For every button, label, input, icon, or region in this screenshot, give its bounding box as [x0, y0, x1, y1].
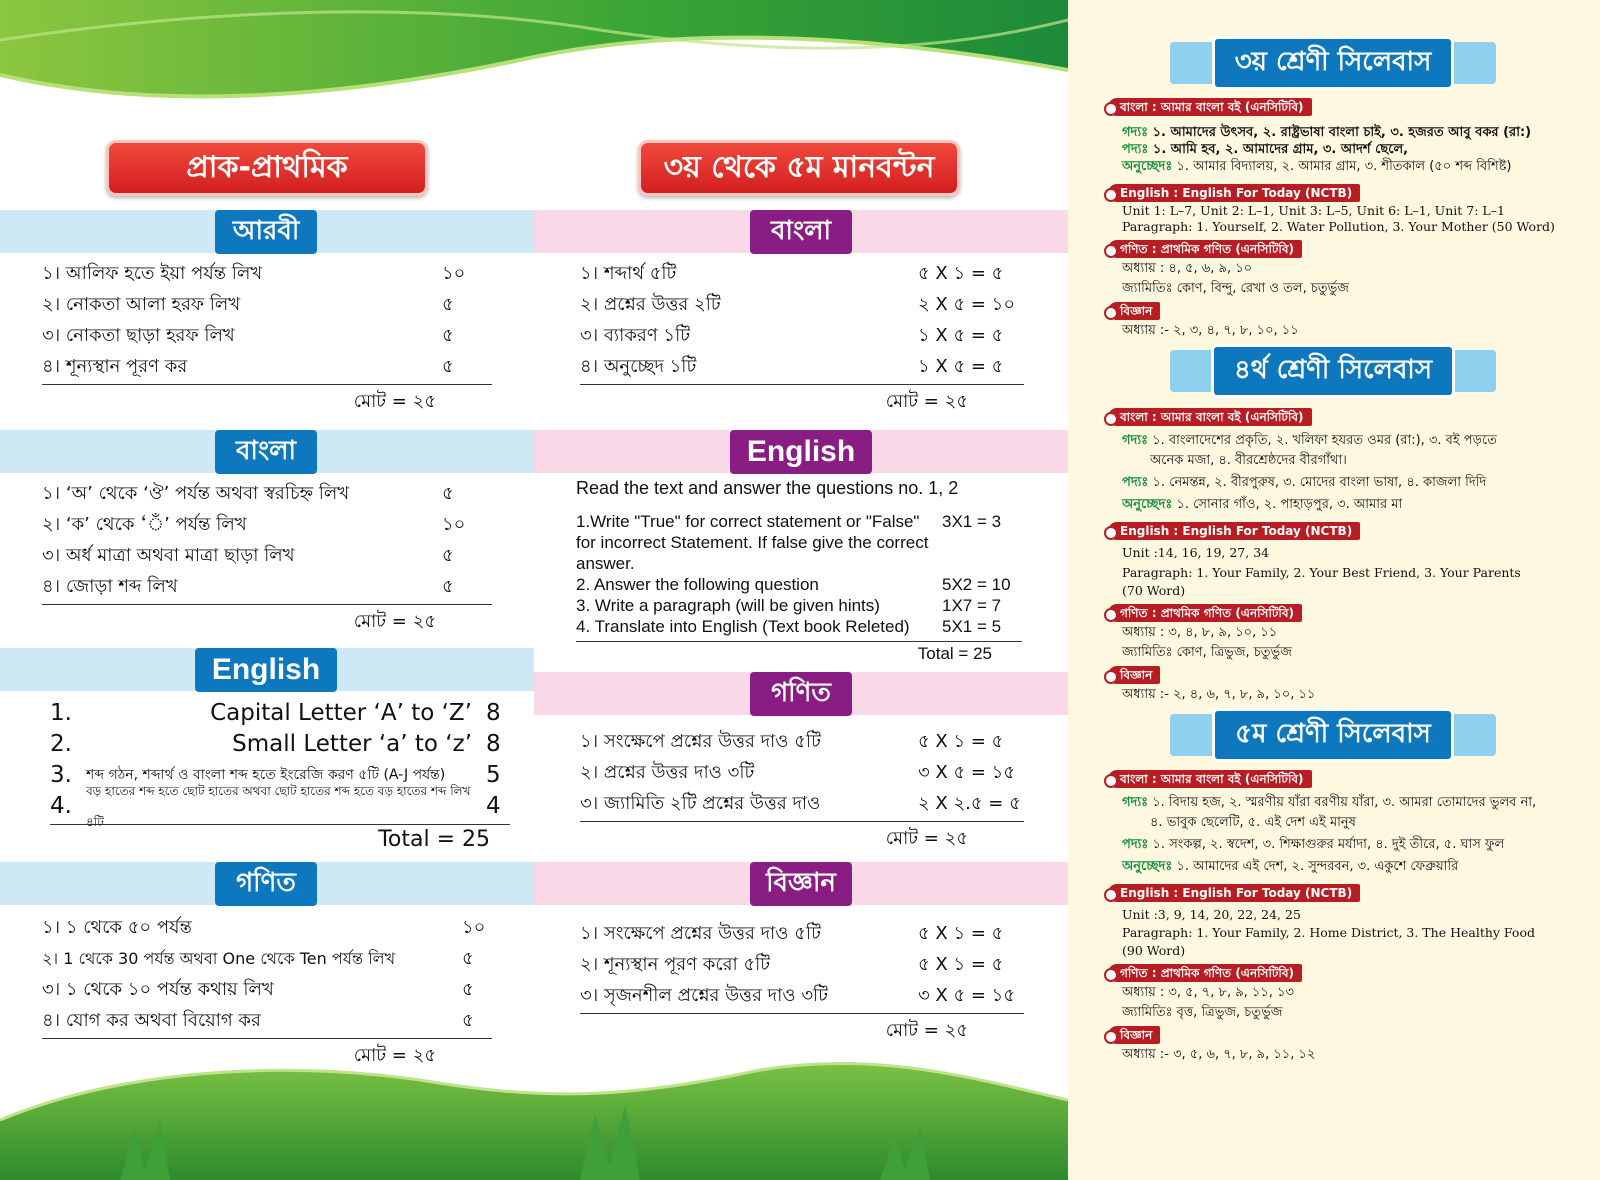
english-total: Total = 25 — [378, 827, 490, 852]
class4-gadya: গদ্যঃ ১. বাংলাদেশের প্রকৃতি, ২. খলিফা হযরত ওমর (রা:), ৩. বই পড়তে — [1122, 433, 1497, 448]
class4-english-paragraph: Paragraph: 1. Your Family, 2. Your Best Friend, 3. Your Parents — [1122, 565, 1521, 580]
english-rows — [50, 698, 510, 852]
mid-science-total: মোট = ২৫ — [885, 1020, 968, 1041]
list-item: 4. Translate into English (Text book Releted) 5X1 = 5 — [576, 617, 1002, 636]
class5-math-head: গণিত : প্রাথমিক গণিত (এনসিটিবি) — [1108, 964, 1302, 982]
mid-english-heading: English — [730, 430, 872, 474]
class4-bangla-head: বাংলা : আমার বাংলা বই (এনসিটিবি) — [1108, 408, 1312, 426]
divider — [580, 821, 1024, 822]
list-item: ৪। শূন্যস্থান পূরণ কর ৫ — [42, 356, 454, 377]
top-wave-decoration — [0, 0, 1068, 115]
class4-syllabus-title: ৪র্থ শ্রেণী সিলেবাস — [1170, 350, 1496, 392]
class3-english-units: Unit 1: L–7, Unit 2: L–1, Unit 3: L–5, Unit 6: L–1, Unit 7: L–1 — [1122, 203, 1505, 218]
class3-syllabus-title: ৩য় শ্রেণী সিলেবাস — [1170, 42, 1496, 84]
list-item: ৩। ব্যাকরণ ১টি ১ X ৫ = ৫ — [580, 325, 1004, 346]
class3-padya: পদ্যঃ ১. আমি হব, ২. আমাদের গ্রাম, ৩. আদর্শ ছেলে, — [1122, 142, 1409, 157]
class5-english-paragraph-cont: (90 Word) — [1122, 943, 1186, 958]
list-item: 2. Answer the following question 5X2 = 10 — [576, 575, 1011, 594]
divider — [42, 384, 492, 385]
list-item: ৪। জোড়া শব্দ লিখ ৫ — [42, 576, 454, 597]
class5-math-chapters: অধ্যায় : ৩, ৫, ৭, ৮, ৯, ১১, ১৩ — [1122, 985, 1294, 1000]
list-item: ৩। অর্ধ মাত্রা অথবা মাত্রা ছাড়া লিখ ৫ — [42, 545, 454, 566]
class5-anuchhed: অনুচ্ছেদঃ ১. আমাদের এই দেশ, ২. সুন্দরবন, ৩. একুশে ফেব্রুয়ারি — [1122, 859, 1459, 874]
mid-english-lead: Read the text and answer the questions no. 1, 2 — [576, 478, 959, 498]
class3-math-geometry: জ্যামিতিঃ কোণ, বিন্দু, রেখা ও তল, চতুর্ভুজ — [1122, 281, 1349, 296]
list-item: ১। ‘অ’ থেকে ‘ঔ’ পর্যন্ত অথবা স্বরচিহ্ন লিখ ৫ — [42, 483, 454, 504]
arabic-heading: আরবী — [215, 210, 317, 254]
class4-math-chapters: অধ্যায় : ৩, ৪, ৮, ৯, ১০, ১১ — [1122, 625, 1278, 640]
list-item: ২। প্রশ্নের উত্তর দাও ৩টি ৩ X ৫ = ১৫ — [580, 762, 1016, 783]
class3-math-head: গণিত : প্রাথমিক গণিত (এনসিটিবি) — [1108, 240, 1302, 258]
class4-english-units: Unit :14, 16, 19, 27, 34 — [1122, 545, 1270, 560]
mid-science-heading: বিজ্ঞান — [750, 862, 852, 906]
mid-bangla-heading: বাংলা — [750, 210, 852, 254]
math-heading: গণিত — [215, 862, 317, 906]
mid-math-total: মোট = ২৫ — [885, 828, 968, 849]
class4-gadya-cont: অনেক মজা, ৪. বীরশ্রেষ্ঠদের বীরগাঁথা। — [1150, 453, 1347, 468]
list-item: ২। শূন্যস্থান পূরণ করো ৫টি ৫ X ১ = ৫ — [580, 954, 1004, 975]
pre-primary-banner: প্রাক-প্রাথমিক — [106, 140, 428, 196]
list-item: ৪। অনুচ্ছেদ ১টি ১ X ৫ = ৫ — [580, 356, 1004, 377]
english-heading: English — [195, 648, 337, 692]
list-item: ২। 1 থেকে 30 পর্যন্ত অথবা One থেকে Ten পর্যন্ত লিখ ৫ — [42, 948, 474, 969]
class4-english-paragraph-cont: (70 Word) — [1122, 583, 1186, 598]
mid-math-heading: গণিত — [750, 672, 852, 716]
class3-bangla-head: বাংলা : আমার বাংলা বই (এনসিটিবি) — [1108, 98, 1312, 116]
divider — [42, 604, 492, 605]
mid-science-rows — [580, 918, 1024, 1047]
class4-science-head: বিজ্ঞান — [1108, 666, 1160, 684]
bangla-rows — [42, 478, 492, 638]
marks-distribution-banner: ৩য় থেকে ৫ম মানবন্টন — [638, 140, 960, 196]
class3-english-paragraph: Paragraph: 1. Yourself, 2. Water Pollution, 3. Your Mother (50 Word) — [1122, 219, 1555, 234]
class4-science-chapters: অধ্যায় :- ২, ৪, ৬, ৭, ৮, ৯, ১০, ১১ — [1122, 687, 1316, 702]
list-item: 1.Write "True" for correct statement or "False" for incorrect Statement. If false give the correct answer. 3X1 = 3 — [576, 512, 1002, 573]
list-item: 4. বড় হাতের শব্দ হতে ছোট হাতের অথবা ছোট হাতের শব্দ হতে বড় হাতের শব্দ লিখ ৪টি 4 — [50, 783, 501, 829]
mid-math-rows — [580, 726, 1024, 855]
list-item: ৩। ১ থেকে ১০ পর্যন্ত কথায় লিখ ৫ — [42, 979, 474, 1000]
list-item: ১। সংক্ষেপে প্রশ্নের উত্তর দাও ৫টি ৫ X ১ = ৫ — [580, 731, 1004, 752]
class4-math-geometry: জ্যামিতিঃ কোণ, ত্রিভুজ, চতুর্ভুজ — [1122, 645, 1292, 660]
list-item: ৪। যোগ কর অথবা বিয়োগ কর ৫ — [42, 1010, 474, 1031]
class5-gadya: গদ্যঃ ১. বিদায় হজ, ২. স্মরণীয় যাঁরা বরণীয় যাঁরা, ৩. আমরা তোমাদের ভুলব না, — [1122, 795, 1537, 810]
list-item: ১। সংক্ষেপে প্রশ্নের উত্তর দাও ৫টি ৫ X ১ = ৫ — [580, 923, 1004, 944]
class4-anuchhed: অনুচ্ছেদঃ ১. সোনার গাঁও, ২. পাহাড়পুর, ৩. আমার মা — [1122, 497, 1403, 512]
list-item: ১। ১ থেকে ৫০ পর্যন্ত ১০ — [42, 917, 486, 938]
divider — [580, 1013, 1024, 1014]
class3-science-head: বিজ্ঞান — [1108, 302, 1160, 320]
class5-english-head: English : English For Today (NCTB) — [1108, 884, 1360, 902]
list-item: 3. Write a paragraph (will be given hints) 1X7 = 7 — [576, 596, 1002, 615]
class3-math-chapters: অধ্যায় : ৪, ৫, ৬, ৯, ১০ — [1122, 261, 1253, 276]
class4-math-head: গণিত : প্রাথমিক গণিত (এনসিটিবি) — [1108, 604, 1302, 622]
mid-bangla-total: মোট = ২৫ — [885, 391, 968, 412]
class5-english-units: Unit :3, 9, 14, 20, 22, 24, 25 — [1122, 907, 1301, 922]
list-item: 3. শব্দ গঠন, শব্দার্থ ও বাংলা শব্দ হতে ইংরেজি করণ ৫টি (A-J পর্যন্ত) 5 — [50, 762, 501, 788]
class5-gadya-cont: ৪. ভাবুক ছেলেটি, ৫. এই দেশ এই মানুষ — [1150, 815, 1356, 830]
list-item: ২। ‘ক’ থেকে ‘ঁ’ পর্যন্ত লিখ ১০ — [42, 514, 466, 535]
class3-science-chapters: অধ্যায় :- ২, ৩, ৪, ৭, ৮, ১০, ১১ — [1122, 323, 1299, 338]
mid-english-total: Total = 25 — [917, 644, 992, 663]
class4-padya: পদ্যঃ ১. নেমন্তন্ন, ২. বীরপুরুষ, ৩. মোদের বাংলা ভাষা, ৪. কাজলা দিদি — [1122, 475, 1487, 490]
class3-english-head: English : English For Today (NCTB) — [1108, 184, 1360, 202]
list-item: ২। প্রশ্নের উত্তর ২টি ২ X ৫ = ১০ — [580, 294, 1016, 315]
class5-science-head: বিজ্ঞান — [1108, 1026, 1160, 1044]
bangla-total: মোট = ২৫ — [353, 611, 436, 632]
list-item: ২। নোকতা আলা হরফ লিখ ৫ — [42, 294, 454, 315]
class5-english-paragraph: Paragraph: 1. Your Family, 2. Home District, 3. The Healthy Food — [1122, 925, 1535, 940]
class5-padya: পদ্যঃ ১. সংকল্প, ২. স্বদেশ, ৩. শিক্ষাগুরুর মর্যাদা, ৪. দুই তীরে, ৫. ঘাস ফুল — [1122, 837, 1505, 852]
list-item: 1. Capital Letter ‘A’ to ‘Z’ 8 — [50, 700, 501, 726]
class3-gadya: গদ্যঃ ১. আমাদের উৎসব, ২. রাষ্ট্রভাষা বাংলা চাই, ৩. হজরত আবু বকর (রা:) — [1122, 125, 1532, 140]
arabic-rows — [42, 258, 492, 418]
divider — [580, 384, 1024, 385]
class5-math-geometry: জ্যামিতিঃ বৃত্ত, ত্রিভুজ, চতুর্ভুজ — [1122, 1005, 1283, 1020]
list-item: ৩। নোকতা ছাড়া হরফ লিখ ৫ — [42, 325, 454, 346]
divider — [576, 641, 1022, 642]
list-item: 2. Small Letter ‘a’ to ‘z’ 8 — [50, 731, 501, 757]
math-rows — [42, 912, 492, 1072]
class5-science-chapters: অধ্যায় :- ৩, ৫, ৬, ৭, ৮, ৯, ১১, ১২ — [1122, 1047, 1316, 1062]
bangla-heading: বাংলা — [215, 430, 317, 474]
class5-syllabus-title: ৫ম শ্রেণী সিলেবাস — [1170, 714, 1496, 756]
list-item: ১। আলিফ হতে ইয়া পর্যন্ত লিখ ১০ — [42, 263, 466, 284]
math-total: মোট = ২৫ — [353, 1045, 436, 1066]
list-item: ৩। জ্যামিতি ২টি প্রশ্নের উত্তর দাও ২ X ২.৫ = ৫ — [580, 793, 1021, 814]
mid-english-body — [576, 478, 1022, 664]
class3-anuchhed: অনুচ্ছেদঃ ১. আমার বিদ্যালয়, ২. আমার গ্রাম, ৩. শীতকাল (৫০ শব্দ বিশিষ্ট) — [1122, 159, 1512, 174]
mid-bangla-rows — [580, 258, 1024, 418]
divider — [42, 1038, 492, 1039]
list-item: ৩। সৃজনশীল প্রশ্নের উত্তর দাও ৩টি ৩ X ৫ = ১৫ — [580, 985, 1016, 1006]
bottom-grass-decoration — [0, 1060, 1068, 1180]
list-item: ১। শব্দার্থ ৫টি ৫ X ১ = ৫ — [580, 263, 1004, 284]
class5-bangla-head: বাংলা : আমার বাংলা বই (এনসিটিবি) — [1108, 770, 1312, 788]
class4-english-head: English : English For Today (NCTB) — [1108, 522, 1360, 540]
arabic-total: মোট = ২৫ — [353, 391, 436, 412]
